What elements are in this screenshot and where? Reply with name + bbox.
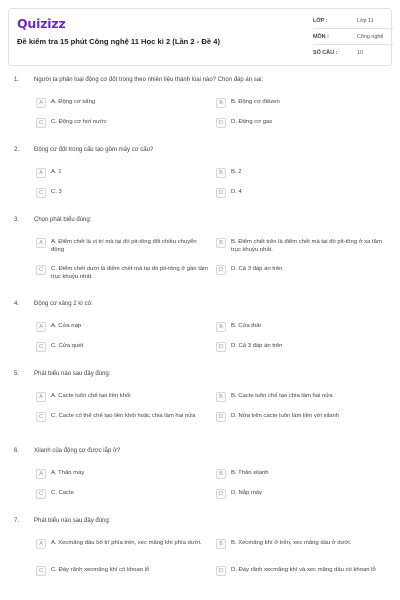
meta-label: SỐ CÂU : — [313, 50, 338, 56]
option-key: C — [36, 188, 46, 198]
option-key: A — [36, 98, 46, 108]
option-text: D. Cả 3 đáp án trên — [231, 343, 283, 349]
question-number: 1. — [14, 77, 20, 83]
option-text: D. 4 — [231, 189, 242, 195]
question-number: 2. — [14, 147, 20, 153]
option-key: A — [36, 469, 46, 479]
option-c[interactable] — [36, 114, 206, 134]
option-key: B — [216, 469, 226, 479]
option-c[interactable] — [36, 338, 206, 358]
question-text: Chọn phát biểu đúng: — [34, 217, 92, 223]
option-text: A. Điểm chết là vị trí mà tại đó pit-tông đổi chiều chuyển động — [51, 239, 197, 253]
question-list — [0, 74, 400, 589]
option-d[interactable] — [216, 485, 386, 505]
option-key: B — [216, 98, 226, 108]
option-b[interactable] — [216, 388, 386, 408]
option-key: A — [36, 238, 46, 248]
option-b[interactable] — [216, 318, 386, 338]
meta-value: Lớp 11 — [357, 18, 374, 24]
option-text: C. Động cơ hơi nước — [51, 119, 107, 125]
option-key: C — [36, 342, 46, 352]
option-key: D — [216, 265, 226, 275]
option-d[interactable] — [216, 184, 386, 204]
option-text: B. Động cơ điêzen — [231, 99, 280, 105]
option-text: B. Cửa thải — [231, 323, 261, 329]
option-c[interactable] — [36, 184, 206, 204]
question-number: 5. — [14, 371, 20, 377]
option-key: D — [216, 489, 226, 499]
option-key: A — [36, 322, 46, 332]
meta-row-subject — [313, 29, 393, 45]
option-key: D — [216, 188, 226, 198]
option-text: C. Điểm chết dưới là điểm chết mà tại đó pit-tông ở gần tâm trục khuỷu nhất — [51, 266, 209, 280]
question-text: Người ta phân loại động cơ đốt trong theo nhiên liệu thành loại nào? Chọn đáp án sai: — [34, 77, 264, 83]
worksheet-title: Đề kiểm tra 15 phút Công nghệ 11 Học kì 2 (Lần 2 - Đề 4) — [17, 37, 220, 46]
option-key: D — [216, 412, 226, 422]
question-number: 7. — [14, 518, 20, 524]
option-text: A. 1 — [51, 169, 62, 175]
question-4 — [0, 298, 400, 358]
meta-row-count — [313, 45, 393, 61]
option-c[interactable] — [36, 562, 206, 589]
meta-value: 10 — [357, 50, 363, 56]
option-d[interactable] — [216, 408, 386, 435]
option-text: A. Cửa nạp — [51, 323, 82, 329]
option-key: B — [216, 238, 226, 248]
option-a[interactable] — [36, 234, 206, 261]
option-text: D. Cả 3 đáp án trên — [231, 266, 283, 272]
option-text: B. Xecmăng khí ở trên, xec măng dầu ở dưới. — [231, 540, 352, 546]
question-text: Phát biểu nào sau đây đúng: — [34, 518, 111, 524]
option-text: A. Động cơ xăng — [51, 99, 96, 105]
question-6 — [0, 445, 400, 505]
question-number: 4. — [14, 301, 20, 307]
question-7 — [0, 515, 400, 589]
option-a[interactable] — [36, 94, 206, 114]
option-key: D — [216, 342, 226, 352]
worksheet-header — [8, 8, 392, 66]
option-text: D. Nửa trên cacte luôn làm liền với xilanh — [231, 413, 339, 419]
option-a[interactable] — [36, 318, 206, 338]
option-key: A — [36, 392, 46, 402]
option-b[interactable] — [216, 535, 386, 562]
option-text: C. Đáy rãnh xecmăng khí có khoan lỗ — [51, 567, 150, 573]
option-key: A — [36, 539, 46, 549]
option-b[interactable] — [216, 164, 386, 184]
question-1 — [0, 74, 400, 134]
meta-label: LỚP : — [313, 18, 328, 24]
option-text: B. Cacte luôn chế tạo chia làm hai nửa — [231, 393, 333, 399]
option-text: B. Thân xilanh — [231, 470, 269, 476]
question-text: Động cơ xăng 2 kì có: — [34, 301, 93, 307]
option-key: B — [216, 539, 226, 549]
question-number: 3. — [14, 217, 20, 223]
question-3 — [0, 214, 400, 288]
option-text: C. Cacte — [51, 490, 74, 496]
option-d[interactable] — [216, 562, 386, 589]
question-2 — [0, 144, 400, 204]
option-text: A. Thân máy — [51, 470, 85, 476]
option-a[interactable] — [36, 535, 206, 562]
option-d[interactable] — [216, 261, 386, 288]
option-a[interactable] — [36, 388, 206, 408]
question-text: Phát biểu nào sau đây đúng: — [34, 371, 111, 377]
option-text: D. Đáy rãnh xecmăng khí và xec măng dầu có khoan lỗ — [231, 567, 376, 573]
option-key: D — [216, 566, 226, 576]
option-c[interactable] — [36, 485, 206, 505]
meta-row-class — [313, 13, 393, 29]
option-key: B — [216, 322, 226, 332]
option-text: C. 3 — [51, 189, 62, 195]
option-b[interactable] — [216, 234, 386, 261]
option-d[interactable] — [216, 338, 386, 358]
option-d[interactable] — [216, 114, 386, 134]
option-key: C — [36, 566, 46, 576]
option-key: D — [216, 118, 226, 128]
question-number: 6. — [14, 448, 20, 454]
meta-table — [313, 13, 393, 61]
option-b[interactable] — [216, 465, 386, 485]
option-key: C — [36, 118, 46, 128]
option-text: C. Cacte có thể chế tạo liền khối hoặc chia làm hai nửa — [51, 413, 196, 419]
option-key: C — [36, 412, 46, 422]
option-text: A. Cacte luôn chế tạo liền khối — [51, 393, 131, 399]
option-a[interactable] — [36, 164, 206, 184]
option-b[interactable] — [216, 94, 386, 114]
option-key: B — [216, 392, 226, 402]
option-key: B — [216, 168, 226, 178]
option-key: C — [36, 265, 46, 275]
option-a[interactable] — [36, 465, 206, 485]
question-5 — [0, 368, 400, 435]
option-c[interactable] — [36, 261, 209, 288]
option-text: A. Xecmăng dầu bố trí phía trên, xec măng khí phía dưới. — [51, 540, 202, 546]
option-text: B. 2 — [231, 169, 242, 175]
quizizz-logo: Quizizz — [17, 16, 66, 31]
question-text: Xilanh của động cơ được lắp ở? — [34, 448, 121, 454]
option-text: D. Động cơ gas — [231, 119, 273, 125]
meta-label: MÔN : — [313, 34, 329, 40]
question-text: Động cơ đốt trong cấu tạo gồm mấy cơ cấu? — [34, 147, 154, 153]
option-key: A — [36, 168, 46, 178]
option-text: D. Nắp máy — [231, 490, 263, 496]
option-text: B. Điểm chết trên là điểm chết mà tại đó pit-tông ở xa tâm trục khuỷu nhất. — [231, 239, 382, 253]
option-text: C. Cửa quét — [51, 343, 84, 349]
option-key: C — [36, 489, 46, 499]
meta-value: Công nghệ — [357, 34, 384, 40]
option-c[interactable] — [36, 408, 206, 435]
